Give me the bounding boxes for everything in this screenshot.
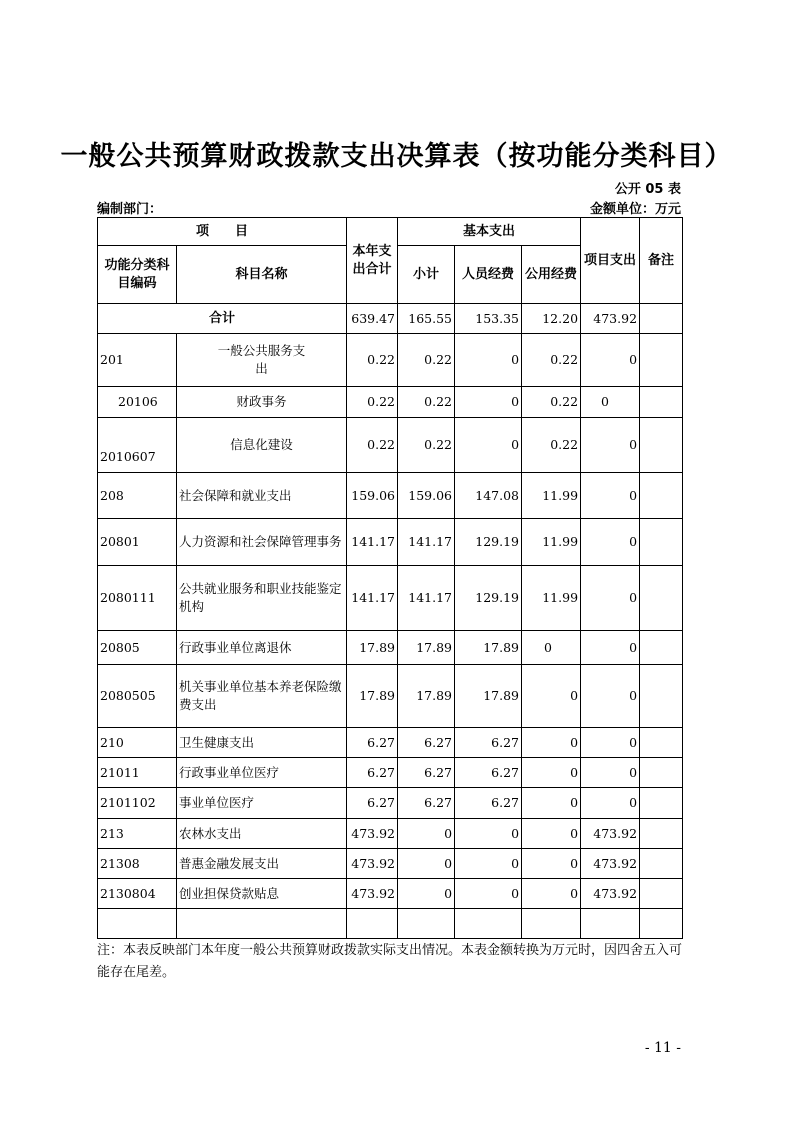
row-code: 2080505 [98,665,177,728]
row-project: 0 [581,418,640,473]
row-code: 2080111 [98,566,177,631]
row-name: 社会保障和就业支出 [177,473,347,519]
table-row [98,728,683,758]
row-project: 0 [581,758,640,788]
row-public: 11.99 [522,566,581,631]
row-total: 0.22 [347,387,398,418]
row-total: 473.92 [347,849,398,879]
row-public: 0.22 [522,418,581,473]
header-public: 公用经费 [522,246,581,304]
table-row [98,631,683,665]
header-subtotal: 小计 [398,246,455,304]
row-subtotal: 0.22 [398,418,455,473]
row-public: 0 [522,849,581,879]
row-public: 0 [522,879,581,909]
row-public: 0 [522,631,581,665]
row-name: 一般公共服务支出 [177,334,347,387]
row-public: 11.99 [522,473,581,519]
header-remark: 备注 [640,218,683,304]
table-row [98,879,683,909]
row-code: 20106 [98,387,177,418]
total-total: 639.47 [347,304,398,334]
row-project: 0 [581,519,640,566]
header-project: 项目支出 [581,218,640,304]
row-code: 210 [98,728,177,758]
row-subtotal: 0 [398,849,455,879]
row-remark [640,566,683,631]
row-remark [640,387,683,418]
row-remark [640,418,683,473]
row-subtotal: 141.17 [398,566,455,631]
row-personnel: 17.89 [455,631,522,665]
row-remark [640,631,683,665]
total-label: 合计 [98,304,347,334]
total-public: 12.20 [522,304,581,334]
row-project: 473.92 [581,879,640,909]
total-remark [640,304,683,334]
row-subtotal: 159.06 [398,473,455,519]
row-project: 473.92 [581,849,640,879]
row-project: 0 [581,665,640,728]
row-subtotal: 17.89 [398,631,455,665]
row-name: 行政事业单位医疗 [177,758,347,788]
row-subtotal: 0.22 [398,334,455,387]
row-name: 创业担保贷款贴息 [177,879,347,909]
row-code: 21011 [98,758,177,788]
row-subtotal: 0.22 [398,387,455,418]
empty-cell [522,909,581,939]
row-total: 473.92 [347,879,398,909]
row-name: 行政事业单位离退休 [177,631,347,665]
row-total: 141.17 [347,519,398,566]
table-row [98,566,683,631]
row-personnel: 6.27 [455,788,522,819]
row-name: 机关事业单位基本养老保险缴费支出 [177,665,347,728]
row-remark [640,849,683,879]
row-total: 0.22 [347,418,398,473]
row-total: 6.27 [347,758,398,788]
row-public: 0 [522,788,581,819]
row-personnel: 6.27 [455,758,522,788]
row-name: 农林水支出 [177,819,347,849]
header-total: 本年支出合计 [347,218,398,304]
table-row [98,819,683,849]
row-remark [640,788,683,819]
row-total: 6.27 [347,788,398,819]
row-project: 0 [581,631,640,665]
table-row [98,758,683,788]
row-project: 0 [581,473,640,519]
empty-cell [581,909,640,939]
empty-cell [455,909,522,939]
row-subtotal: 6.27 [398,788,455,819]
footnote: 注：本表反映部门本年度一般公共预算财政拨款实际支出情况。本表金额转换为万元时，因四舍五入可能存在尾差。 [97,943,683,980]
table-row [98,665,683,728]
row-subtotal: 0 [398,819,455,849]
row-code: 20805 [98,631,177,665]
row-public: 0 [522,665,581,728]
row-project: 473.92 [581,819,640,849]
row-code: 2101102 [98,788,177,819]
empty-cell [98,909,177,939]
row-code: 208 [98,473,177,519]
page-title: 一般公共预算财政拨款支出决算表（按功能分类科目） [60,141,733,172]
row-remark [640,665,683,728]
row-name: 卫生健康支出 [177,728,347,758]
header-personnel: 人员经费 [455,246,522,304]
row-remark [640,728,683,758]
row-project: 0 [581,566,640,631]
row-personnel: 6.27 [455,728,522,758]
row-remark [640,758,683,788]
row-code: 20801 [98,519,177,566]
table-row [98,473,683,519]
table-row [98,788,683,819]
row-public: 0 [522,758,581,788]
header-item: 项 目 [98,218,347,246]
header-basic: 基本支出 [398,218,581,246]
total-project: 473.92 [581,304,640,334]
row-remark [640,473,683,519]
row-remark [640,879,683,909]
row-total: 17.89 [347,665,398,728]
row-total: 0.22 [347,334,398,387]
row-name: 普惠金融发展支出 [177,849,347,879]
row-project: 0 [581,728,640,758]
row-name: 人力资源和社会保障管理事务 [177,519,347,566]
row-subtotal: 141.17 [398,519,455,566]
row-name: 信息化建设 [177,418,347,473]
expenditure-table [97,217,683,939]
row-project: 0 [581,788,640,819]
row-public: 11.99 [522,519,581,566]
row-remark [640,334,683,387]
row-total: 17.89 [347,631,398,665]
row-public: 0.22 [522,334,581,387]
row-code: 2010607 [98,418,177,473]
row-subtotal: 6.27 [398,758,455,788]
total-row [98,304,683,334]
dept-label: 编制部门： [97,202,163,217]
row-personnel: 0 [455,418,522,473]
table-row [98,334,683,387]
row-project: 0 [581,334,640,387]
header-name: 科目名称 [177,246,347,304]
row-total: 159.06 [347,473,398,519]
row-personnel: 0 [455,334,522,387]
empty-cell [398,909,455,939]
total-personnel: 153.35 [455,304,522,334]
row-remark [640,519,683,566]
unit-label: 金额单位：万元 [589,202,681,217]
table-row [98,387,683,418]
row-personnel: 0 [455,387,522,418]
table-row [98,519,683,566]
table-row [98,418,683,473]
table-code: 公开 05 表 [614,182,681,197]
empty-cell [640,909,683,939]
row-personnel: 129.19 [455,566,522,631]
row-code: 213 [98,819,177,849]
total-subtotal: 165.55 [398,304,455,334]
row-subtotal: 0 [398,879,455,909]
row-total: 473.92 [347,819,398,849]
row-code: 201 [98,334,177,387]
row-personnel: 0 [455,819,522,849]
row-name: 财政事务 [177,387,347,418]
page-number: - 11 - [644,1040,681,1056]
row-subtotal: 6.27 [398,728,455,758]
empty-cell [177,909,347,939]
row-project: 0 [581,387,640,418]
row-remark [640,819,683,849]
row-subtotal: 17.89 [398,665,455,728]
row-personnel: 0 [455,879,522,909]
row-code: 2130804 [98,879,177,909]
row-personnel: 17.89 [455,665,522,728]
row-total: 6.27 [347,728,398,758]
row-public: 0.22 [522,387,581,418]
row-personnel: 129.19 [455,519,522,566]
empty-cell [347,909,398,939]
empty-row [98,909,683,939]
row-public: 0 [522,819,581,849]
header-code: 功能分类科目编码 [98,246,177,304]
row-total: 141.17 [347,566,398,631]
table-row [98,849,683,879]
row-name: 事业单位医疗 [177,788,347,819]
row-personnel: 147.08 [455,473,522,519]
row-code: 21308 [98,849,177,879]
row-name: 公共就业服务和职业技能鉴定机构 [177,566,347,631]
row-personnel: 0 [455,849,522,879]
row-public: 0 [522,728,581,758]
